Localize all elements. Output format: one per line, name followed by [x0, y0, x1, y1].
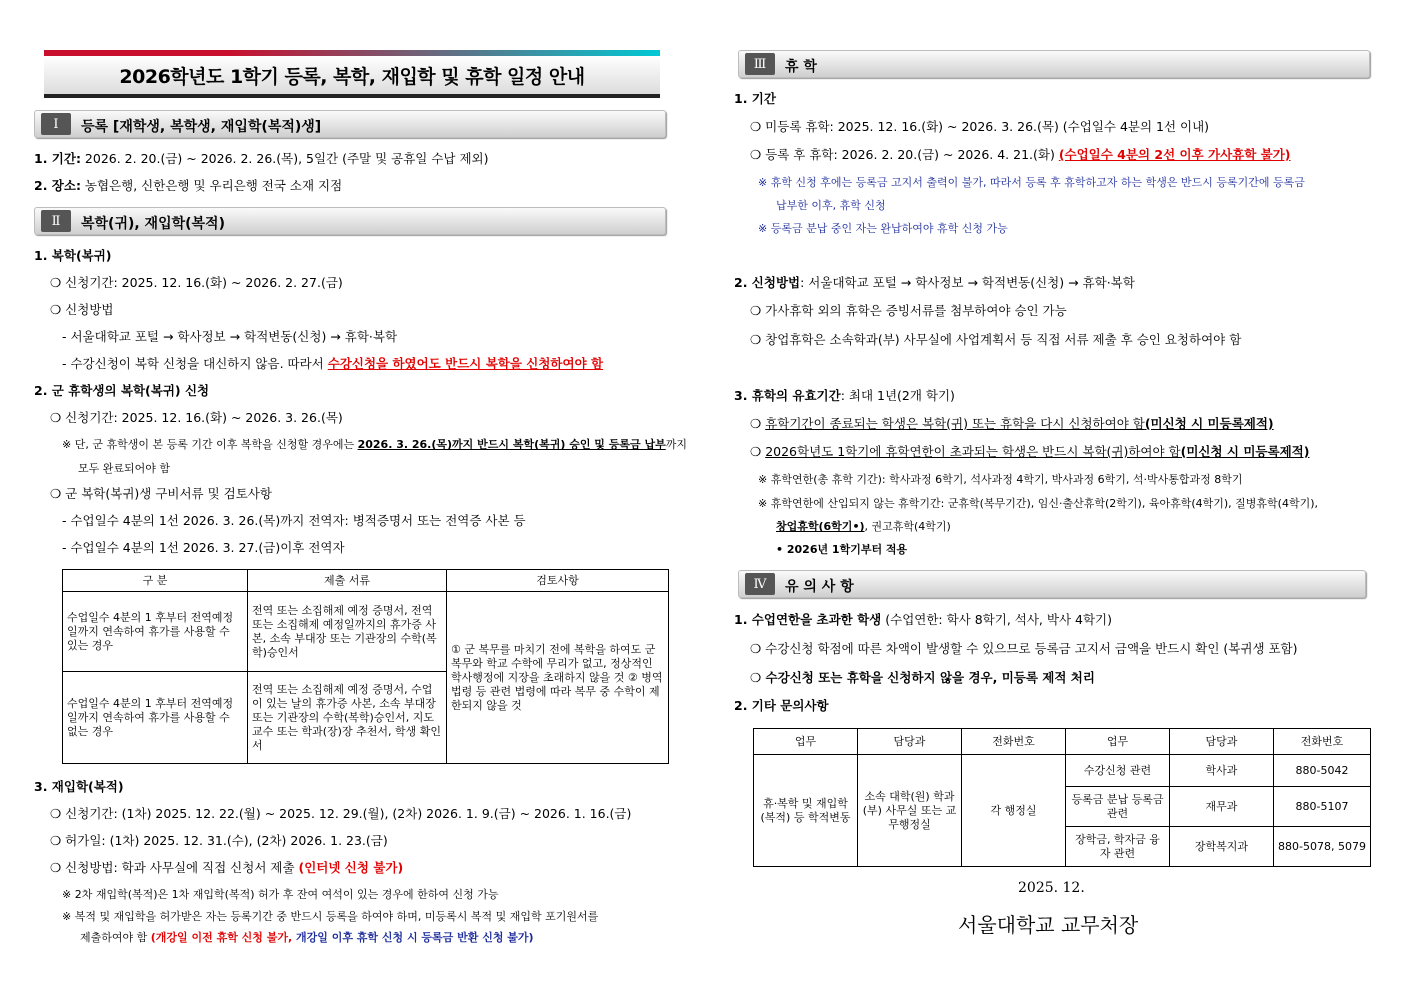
- military-docs: ❍ 군 복학(복귀)생 구비서류 및 검토사항: [50, 486, 272, 501]
- table-cell: 수강신청 관련: [1066, 755, 1170, 787]
- leave-unregistered: ❍ 미등록 휴학: 2025. 12. 16.(화) ~ 2026. 3. 26.(목) (수업일수 4분의 1선 이내): [750, 119, 1210, 134]
- section-label: 휴 학: [785, 59, 817, 75]
- return-period: ❍ 신청기간: 2025. 12. 16.(화) ~ 2026. 2. 27.(금): [50, 275, 343, 290]
- table-cell: 880-5107: [1274, 787, 1371, 827]
- subheading-overtime: 1. 수업연한을 초과한 학생 (수업연한: 학사 8학기, 석사, 박사 4학기): [734, 612, 1112, 627]
- military-docs-table: [62, 569, 669, 764]
- registration-place: 2. 장소: 농협은행, 신한은행 및 우리은행 전국 소재 지점: [34, 178, 343, 193]
- table-cell: 소속 대학(원) 학과(부) 사무실 또는 교무행정실: [858, 755, 962, 867]
- title-box: [44, 56, 660, 94]
- subheading-readmission: 3. 재입학(복적): [34, 779, 124, 794]
- table-cell: ① 군 복무를 마치기 전에 복학을 하여도 군 복무와 학교 수학에 무리가 없고, 정상적인 학사행정에 지장을 초래하지 않을 것 ② 병역법령 등 관련 법령에 따라 복무 중 수학이 제한되지 않을 것: [447, 592, 669, 764]
- table-cell: 880-5042: [1274, 755, 1371, 787]
- military-note-cont: 모두 완료되어야 함: [78, 462, 171, 475]
- section-number: Ⅲ: [745, 53, 775, 75]
- return-method-path: - 서울대학교 포털 → 학사정보 → 학적변동(신청) → 휴학·복학: [62, 329, 398, 344]
- table-header: 검토사항: [447, 570, 669, 592]
- military-docs-2: - 수업일수 4분의 1선 2026. 3. 27.(금)이후 전역자: [62, 540, 345, 555]
- table-cell: 등록금 분납 등록금 관련: [1066, 787, 1170, 827]
- table-header: 업무: [754, 729, 858, 755]
- subheading-military: 2. 군 휴학생의 복학(복귀) 신청: [34, 383, 210, 398]
- table-cell: 수업일수 4분의 1 후부터 전역예정일까지 연속하여 휴가를 사용할 수 있는 경우: [63, 592, 248, 672]
- section-number: Ⅳ: [745, 573, 775, 595]
- readmission-note-2: ※ 복적 및 재입학을 허가받은 자는 등록기간 중 반드시 등록을 하여야 하며, 미등록시 복적 및 재입학 포기원서를: [62, 910, 599, 923]
- table-cell: 전역 또는 소집해제 예정 증명서, 전역 또는 소집해제 예정일까지의 휴가증 사본, 소속 부대장 또는 기관장의 수학(복학)승인서: [248, 592, 447, 672]
- table-cell: 전역 또는 소집해제 예정 증명서, 수업이 있는 날의 휴가증 사본, 소속 부대장 또는 기관장의 수학(복학)승인서, 지도교수 또는 학과(장)장 추천서, 학생 확인서: [248, 672, 447, 764]
- readmission-note-1: ※ 2차 재입학(복적)은 1차 재입학(복적) 허가 후 잔여 여석이 있는 경우에 한하여 신청 가능: [62, 888, 499, 901]
- title-bottom-bar: [44, 94, 660, 98]
- table-cell: 수업일수 4분의 1 후부터 전역예정일까지 연속하여 휴가를 사용할 수 없는 경우: [63, 672, 248, 764]
- readmission-approval: ❍ 허가일: (1차) 2025. 12. 31.(수), (2차) 2026. 1. 23.(금): [50, 833, 388, 848]
- overtime-note-2: ❍ 수강신청 또는 휴학을 신청하지 않을 경우, 미등록 제적 처리: [750, 670, 1095, 685]
- leave-limit-note: ※ 휴학연한(총 휴학 기간): 학사과정 6학기, 석사과정 4학기, 박사과정 6학기, 석·박사통합과정 8학기: [758, 473, 1243, 486]
- table-cell: 장학금, 학자금 융자 관련: [1066, 827, 1170, 867]
- subheading-return: 1. 복학(복귀): [34, 248, 112, 263]
- subheading-contact: 2. 기타 문의사항: [734, 698, 829, 713]
- issuer: 서울대학교 교무처장: [958, 913, 1139, 937]
- subheading-leave-method: 2. 신청방법: 서울대학교 포털 → 학사정보 → 학적변동(신청) → 휴학·복학: [734, 275, 1135, 290]
- leave-registered: ❍ 등록 후 휴학: 2026. 2. 20.(금) ~ 2026. 4. 21.(화) (수업일수 4분의 2선 이후 가사휴학 불가): [750, 147, 1291, 162]
- table-cell: 재무과: [1170, 787, 1274, 827]
- overtime-note-1: ❍ 수강신청 학점에 따른 차액이 발생할 수 있으므로 등록금 고지서 금액을 반드시 확인 (복귀생 포함): [750, 641, 1298, 656]
- table-header: 전화번호: [1274, 729, 1371, 755]
- subheading-leave-period: 1. 기간: [734, 91, 776, 106]
- leave-exempt-note-cont: 창업휴학(6학기•), 권고휴학(4학기): [776, 520, 951, 533]
- leave-validity-1: ❍ 휴학기간이 종료되는 학생은 복학(귀) 또는 휴학을 다시 신청하여야 함(미신청 시 미등록제적): [750, 416, 1274, 431]
- section-label: 유 의 사 항: [785, 579, 854, 595]
- table-header: 담당과: [1170, 729, 1274, 755]
- table-header: 전화번호: [962, 729, 1066, 755]
- table-cell: 880-5078, 5079: [1274, 827, 1371, 867]
- document-title: 2026학년도 1학기 등록, 복학, 재입학 및 휴학 일정 안내: [119, 65, 585, 88]
- section-header-registration: [34, 110, 666, 138]
- table-cell: 각 행정실: [962, 755, 1066, 867]
- leave-note-1-cont: 납부한 이후, 휴학 신청: [776, 199, 886, 212]
- table-header: 구 분: [63, 570, 248, 592]
- section-number: Ⅰ: [41, 113, 71, 135]
- section-header-leave: [738, 50, 1370, 78]
- leave-method-2: ❍ 창업휴학은 소속학과(부) 사무실에 사업계획서 등 직접 서류 제출 후 승인 요청하여야 함: [750, 332, 1242, 347]
- registration-period: 1. 기간: 2026. 2. 20.(금) ~ 2026. 2. 26.(목), 5일간 (주말 및 공휴일 수납 제외): [34, 151, 489, 166]
- table-header: 제출 서류: [248, 570, 447, 592]
- readmission-method: ❍ 신청방법: 학과 사무실에 직접 신청서 제출 (인터넷 신청 불가): [50, 860, 404, 875]
- leave-note-1: ※ 휴학 신청 후에는 등록금 고지서 출력이 불가, 따라서 등록 후 휴학하고자 하는 학생은 반드시 등록기간에 등록금: [758, 176, 1305, 189]
- military-docs-1: - 수업일수 4분의 1선 2026. 3. 26.(목)까지 전역자: 병적증명서 또는 전역증 사본 등: [62, 513, 526, 528]
- section-header-return: [34, 207, 666, 235]
- section-number: Ⅱ: [41, 210, 71, 232]
- military-period: ❍ 신청기간: 2025. 12. 16.(화) ~ 2026. 3. 26.(목): [50, 410, 343, 425]
- table-header: 담당과: [858, 729, 962, 755]
- leave-validity-2: ❍ 2026학년도 1학기에 휴학연한이 초과되는 학생은 반드시 복학(귀)하여야 함(미신청 시 미등록제적): [750, 444, 1310, 459]
- contact-table: [753, 728, 1371, 867]
- leave-exempt-note: ※ 휴학연한에 산입되지 않는 휴학기간: 군휴학(복무기간), 임신·출산휴학(2학기), 육아휴학(4학기), 질병휴학(4학기),: [758, 497, 1318, 510]
- issue-date: 2025. 12.: [1018, 880, 1085, 896]
- section-label: 복학(귀), 재입학(복적): [81, 216, 225, 232]
- readmission-period: ❍ 신청기간: (1차) 2025. 12. 22.(월) ~ 2025. 12. 29.(월), (2차) 2026. 1. 9.(금) ~ 2026. 1. 16.(금): [50, 806, 632, 821]
- leave-note-2: ※ 등록금 분납 중인 자는 완납하여야 휴학 신청 가능: [758, 222, 1008, 235]
- section-label: 등록 [재학생, 복학생, 재입학(복적)생]: [81, 119, 322, 135]
- return-method: ❍ 신청방법: [50, 302, 114, 317]
- section-header-notes: [738, 570, 1366, 598]
- leave-method-1: ❍ 가사휴학 외의 휴학은 증빙서류를 첨부하여야 승인 가능: [750, 303, 1067, 318]
- table-cell: 학사과: [1170, 755, 1274, 787]
- military-note: ※ 단, 군 휴학생이 본 등록 기간 이후 복학을 신청할 경우에는 2026. 3. 26.(목)까지 반드시 복학(복귀) 승인 및 등록금 납부까지: [62, 438, 687, 451]
- table-cell: 휴·복학 및 재입학(복적) 등 학적변동: [754, 755, 858, 867]
- table-cell: 장학복지과: [1170, 827, 1274, 867]
- return-note: - 수강신청이 복학 신청을 대신하지 않음. 따라서 수강신청을 하였어도 반드시 복학을 신청하여야 함: [62, 356, 604, 371]
- leave-apply-note: • 2026년 1학기부터 적용: [776, 543, 908, 556]
- readmission-note-3: 제출하여야 함 (개강일 이전 휴학 신청 불가, 개강일 이후 휴학 신청 시 등록금 반환 신청 불가): [80, 931, 534, 944]
- document-title-banner: [44, 50, 660, 98]
- table-header: 업무: [1066, 729, 1170, 755]
- subheading-leave-validity: 3. 휴학의 유효기간: 최대 1년(2개 학기): [734, 388, 955, 403]
